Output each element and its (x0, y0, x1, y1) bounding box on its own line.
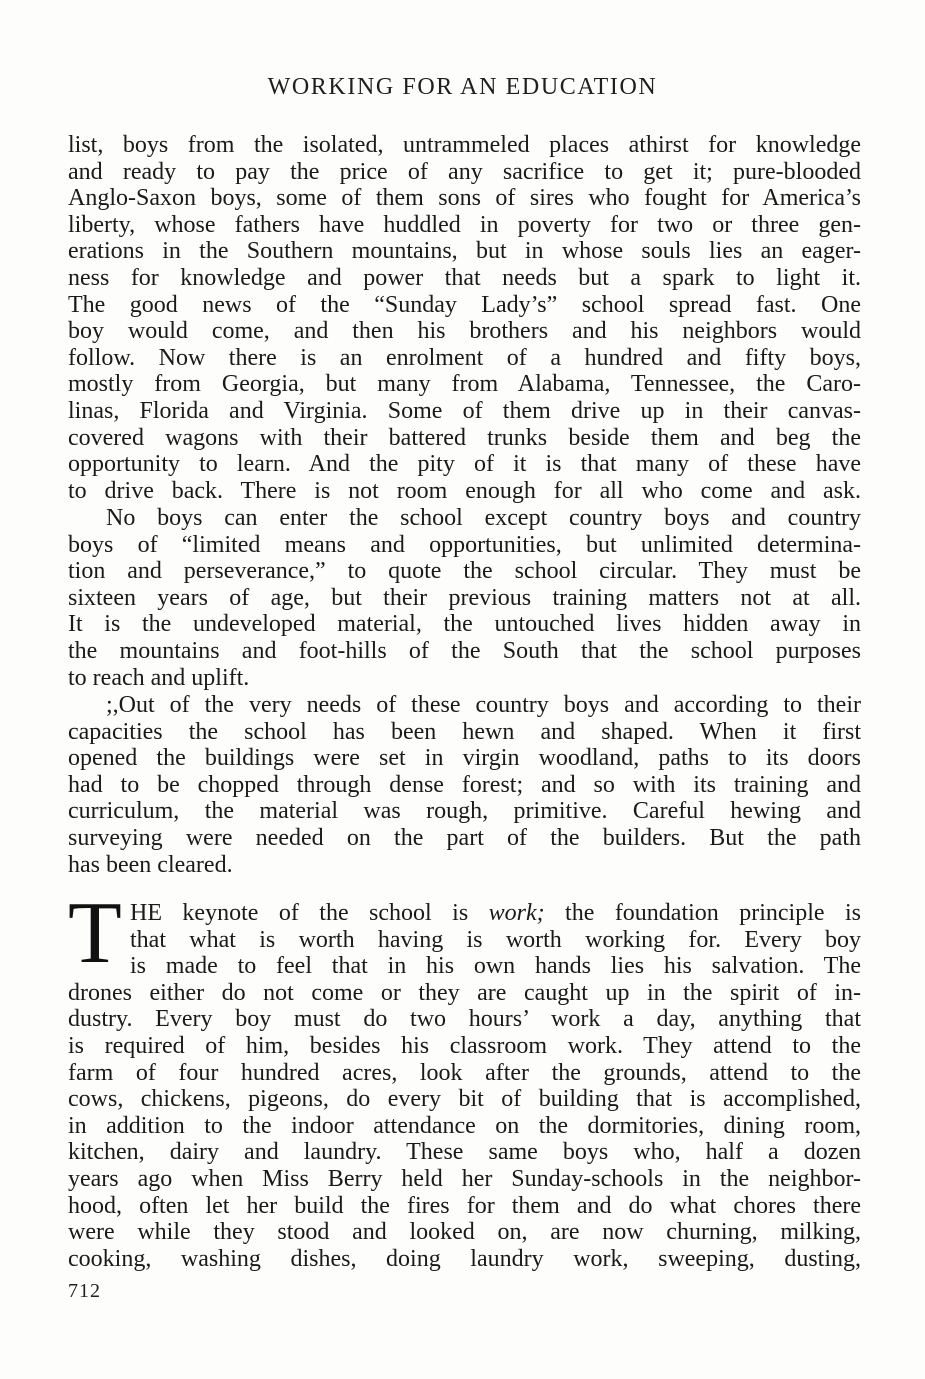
text-line: erations in the Southern mountains, but in whose souls lies an eager- (68, 238, 861, 265)
text-line: in addition to the indoor attendance on the dormitories, dining room, (68, 1112, 861, 1139)
text-line: is made to feel that in his own hands lies his salvation. The (130, 953, 861, 980)
text-run: HE keynote of the school is (130, 900, 489, 926)
text-line: cows, chickens, pigeons, do every bit of building that is accomplished, (68, 1086, 861, 1113)
text-line: is required of him, besides his classroom work. They attend to the (68, 1032, 861, 1059)
paragraph-4 (68, 900, 861, 1272)
text-line (68, 900, 861, 927)
text-line: the mountains and foot-hills of the South that the school purposes (68, 637, 861, 664)
text-line: capacities the school has been hewn and shaped. When it first (68, 718, 861, 745)
text-line: had to be chopped through dense forest; and so with its training and (68, 771, 861, 798)
text-line: ;,Out of the very needs of these country boys and according to their (106, 692, 861, 718)
text-line: tion and perseverance,” to quote the school circular. They must be (68, 558, 861, 585)
text-line: linas, Florida and Virginia. Some of them drive up in their canvas- (68, 397, 861, 424)
text-line: has been cleared. (68, 851, 233, 878)
text-line: kitchen, dairy and laundry. These same boys who, half a dozen (68, 1139, 861, 1166)
text-line: opportunity to learn. And the pity of it is that many of these have (68, 451, 861, 478)
text-run: the foundation principle is (544, 900, 861, 926)
paragraph-3 (68, 692, 861, 878)
paragraph-1 (68, 132, 861, 504)
text-line: mostly from Georgia, but many from Alabama, Tennessee, the Caro- (68, 371, 861, 398)
text-line: farm of four hundred acres, look after the grounds, attend to the (68, 1059, 861, 1086)
text-line: The good news of the “Sunday Lady’s” school spread fast. One (68, 291, 861, 318)
text-line: boy would come, and then his brothers and his neighbors would (68, 318, 861, 345)
text-line: follow. Now there is an enrolment of a hundred and fifty boys, (68, 344, 861, 371)
text-line: surveying were needed on the part of the builders. But the path (68, 824, 861, 851)
text-line: opened the buildings were set in virgin woodland, paths to its doors (68, 745, 861, 772)
text-line: Anglo-Saxon boys, some of them sons of sires who fought for America’s (68, 185, 861, 212)
text-line: that what is worth having is worth working for. Every boy (130, 926, 861, 953)
text-line: list, boys from the isolated, untrammeled places athirst for knowledge (68, 132, 861, 158)
drop-cap: T (68, 885, 122, 982)
emphasized-word: work; (488, 900, 545, 926)
text-line: boys of “limited means and opportunities, but unlimited determina- (68, 531, 861, 558)
text-line: were while they stood and looked on, are now churning, milking, (68, 1219, 861, 1246)
text-line: It is the undeveloped material, the untouched lives hidden away in (68, 611, 861, 638)
text-line: covered wagons with their battered trunks beside them and beg the (68, 424, 861, 451)
text-line: liberty, whose fathers have huddled in poverty for two or three gen- (68, 211, 861, 238)
text-line: years ago when Miss Berry held her Sunday-schools in the neighbor- (68, 1165, 861, 1192)
text-line: No boys can enter the school except country boys and country (106, 505, 861, 531)
page-number: 712 (68, 1280, 101, 1302)
text-line: cooking, washing dishes, doing laundry work, sweeping, dusting, (68, 1245, 861, 1272)
text-line: ness for knowledge and power that needs but a spark to light it. (68, 264, 861, 291)
text-line: to reach and uplift. (68, 664, 250, 691)
text-line: dustry. Every boy must do two hours’ work a day, anything that (68, 1006, 861, 1033)
text-line: curriculum, the material was rough, primitive. Careful hewing and (68, 798, 861, 825)
running-head: WORKING FOR AN EDUCATION (267, 74, 658, 100)
text-line: and ready to pay the price of any sacrifice to get it; pure-blooded (68, 158, 861, 185)
text-line: sixteen years of age, but their previous training matters not at all. (68, 584, 861, 611)
text-line: to drive back. There is not room enough for all who come and ask. (68, 477, 861, 504)
text-line: drones either do not come or they are caught up in the spirit of in- (68, 979, 861, 1006)
paragraph-2 (68, 505, 861, 691)
text-line: hood, often let her build the fires for them and do what chores there (68, 1192, 861, 1219)
